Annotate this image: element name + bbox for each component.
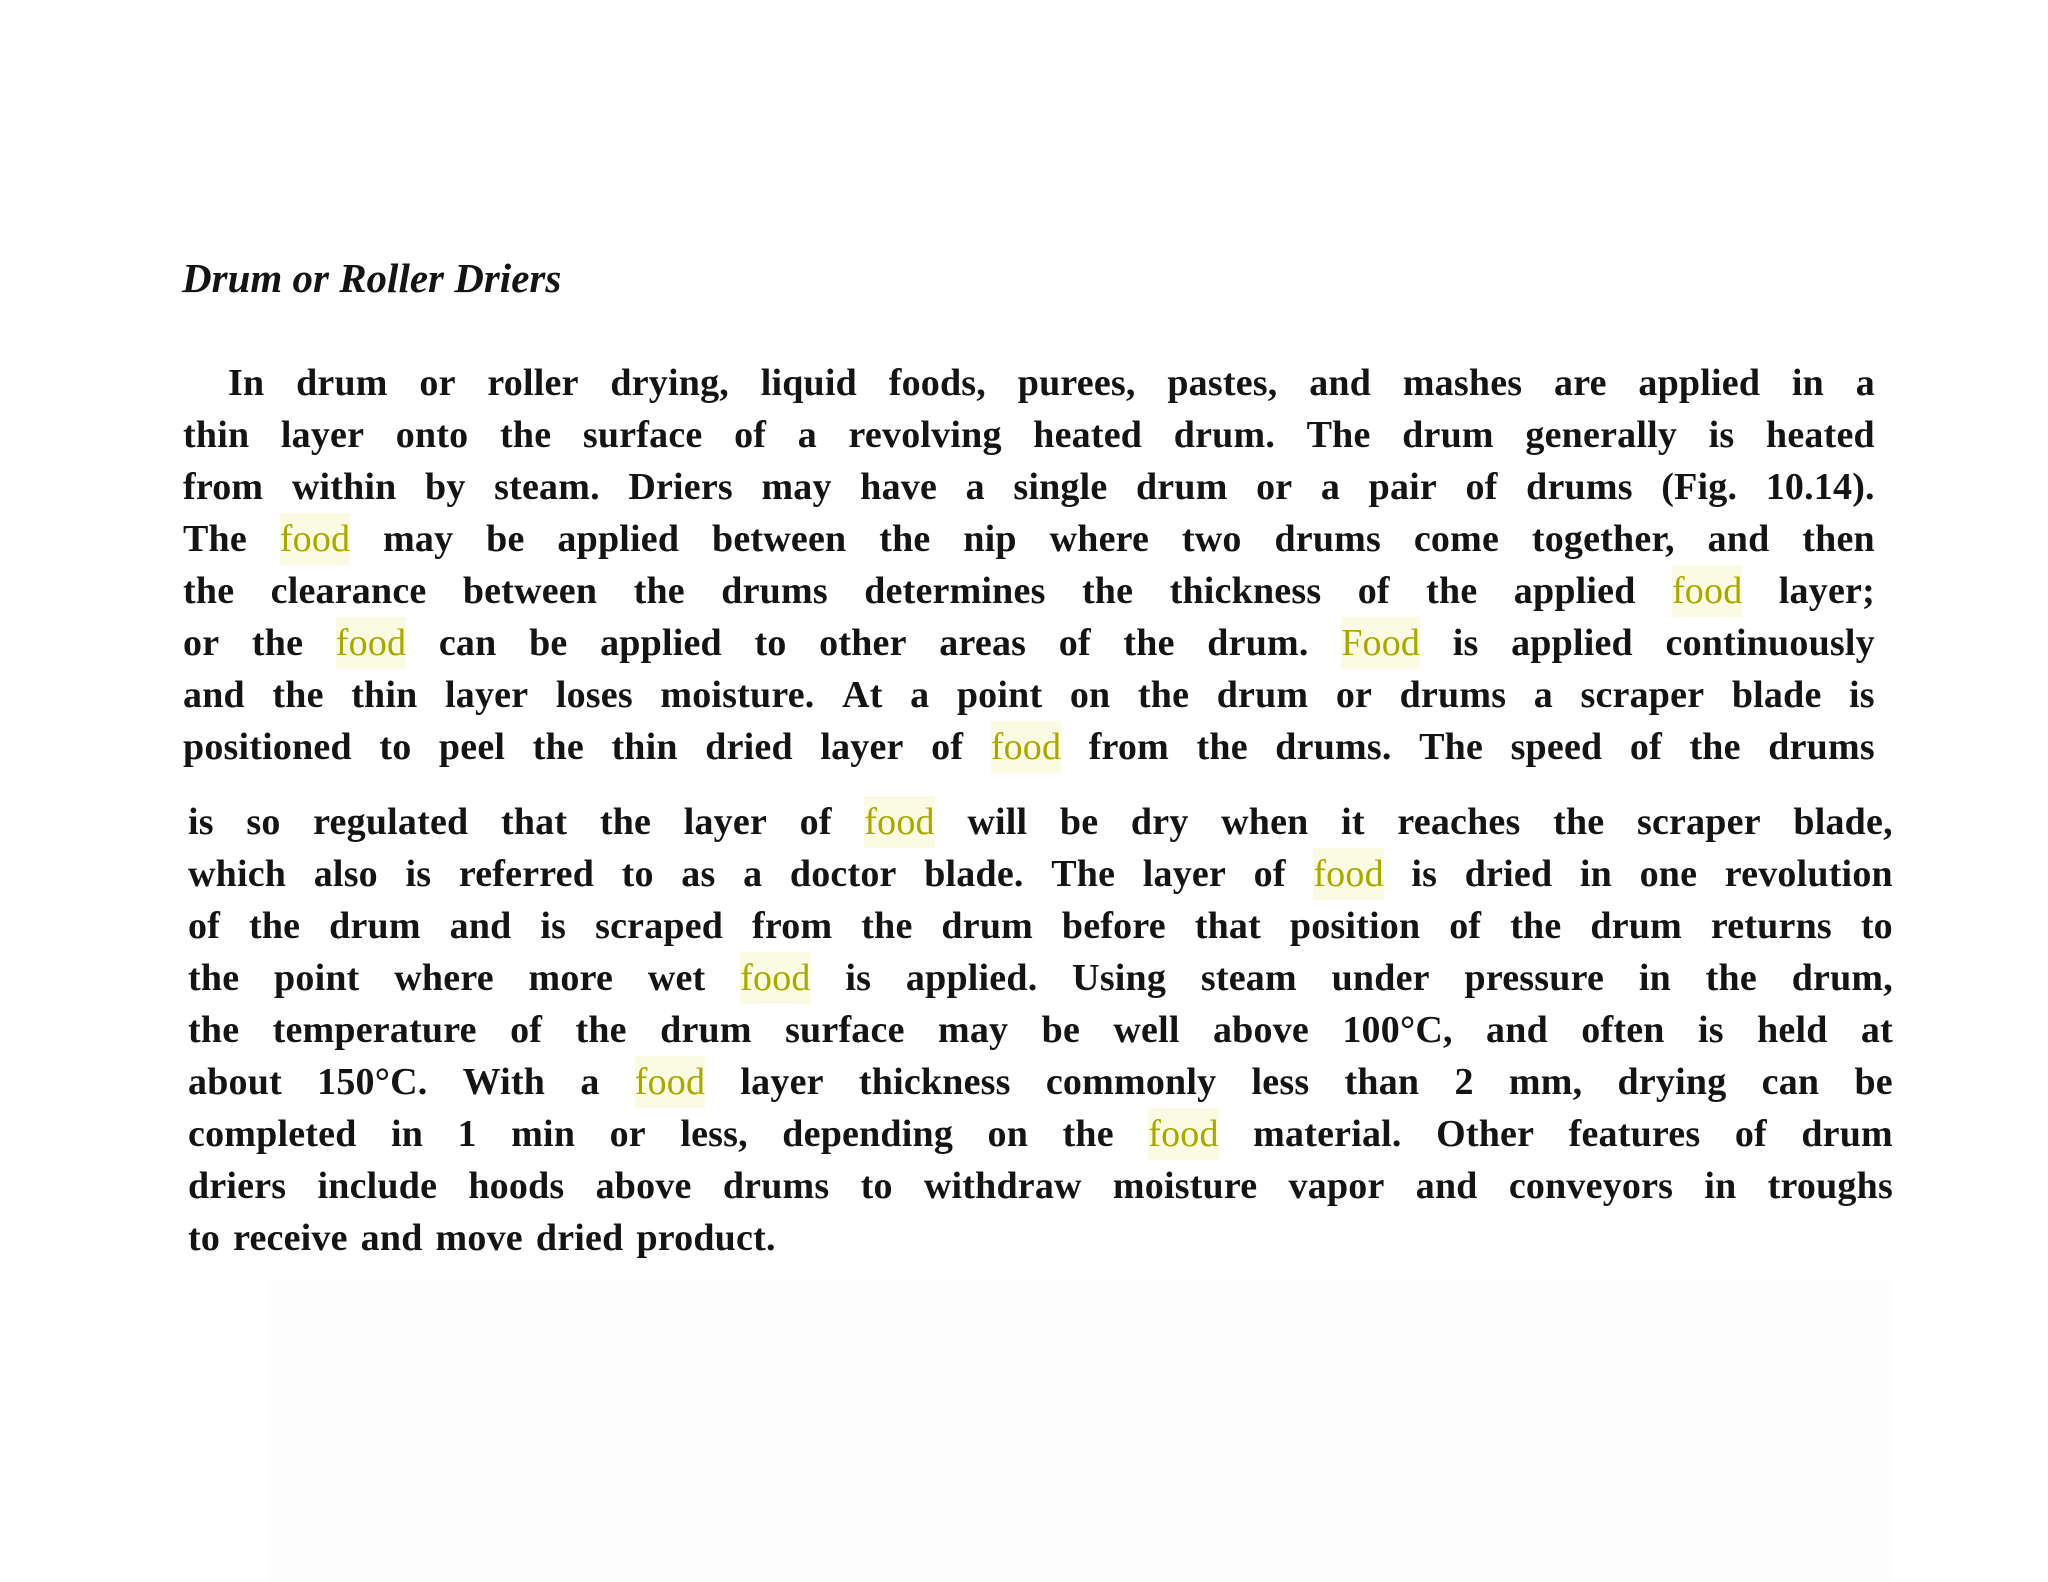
word: more <box>528 957 614 999</box>
word: is <box>1697 1009 1724 1051</box>
word: onto <box>395 414 469 456</box>
word: revolving <box>848 414 1002 456</box>
word: the <box>500 414 552 456</box>
word: include <box>317 1165 438 1207</box>
word: in <box>391 1113 424 1155</box>
word: also <box>313 853 378 895</box>
word: be <box>1041 1009 1081 1051</box>
word: so <box>246 801 281 843</box>
word: drum <box>329 905 421 947</box>
word: The <box>183 518 247 560</box>
text-line-last <box>188 1212 1893 1264</box>
word: where <box>394 957 494 999</box>
word: 2 <box>1454 1061 1474 1103</box>
text-line <box>183 461 1875 513</box>
word: a <box>580 1061 600 1103</box>
word: dry <box>1130 801 1189 843</box>
word: drums <box>1768 726 1875 768</box>
word: clearance <box>270 570 427 612</box>
word: before <box>1061 905 1166 947</box>
word: thickness <box>1169 570 1322 612</box>
word: the <box>599 801 652 843</box>
word: thin <box>611 726 678 768</box>
word: come <box>1413 518 1500 560</box>
word: within <box>291 466 397 508</box>
text-line <box>183 565 1875 617</box>
word: less, <box>680 1113 748 1155</box>
word: drums <box>1274 518 1382 560</box>
word: hoods <box>468 1165 565 1207</box>
word: be <box>1854 1061 1893 1103</box>
word: 150°C. <box>317 1061 428 1103</box>
word: reaches <box>1397 801 1521 843</box>
word: driers <box>188 1165 287 1207</box>
word: moisture <box>1112 1165 1258 1207</box>
word: drum <box>1135 466 1228 508</box>
word: often <box>1581 1009 1665 1051</box>
word: of <box>734 414 767 456</box>
word: is <box>845 957 872 999</box>
word: the <box>251 622 304 664</box>
word: may <box>761 466 832 508</box>
highlighted-word: Food <box>1341 617 1420 669</box>
word: a <box>1320 466 1341 508</box>
word: from <box>752 905 833 947</box>
word: material. <box>1253 1113 1402 1155</box>
word: vapor <box>1288 1165 1385 1207</box>
word: the <box>861 905 913 947</box>
paragraph-part-2 <box>188 796 1893 1264</box>
word: drum <box>1590 905 1682 947</box>
word: drum <box>941 905 1034 947</box>
word: Other <box>1436 1113 1535 1155</box>
word: the <box>879 518 931 560</box>
word: is <box>1411 853 1438 895</box>
word: the <box>1705 957 1757 999</box>
highlighted-word: food <box>635 1056 705 1108</box>
word: drums <box>1526 466 1633 508</box>
word: above <box>595 1165 692 1207</box>
word: product. <box>636 1217 776 1259</box>
word: conveyors <box>1508 1165 1674 1207</box>
word: applied. <box>905 957 1038 999</box>
word: of <box>1357 570 1390 612</box>
word: roller <box>487 362 579 404</box>
word: continuously <box>1665 622 1875 664</box>
word: to <box>379 726 412 768</box>
word: revolution <box>1724 853 1893 895</box>
word: the <box>1510 905 1562 947</box>
word: a <box>910 674 930 716</box>
word: or <box>609 1113 646 1155</box>
word: Using <box>1072 957 1167 999</box>
word: point <box>956 674 1043 716</box>
word: At <box>842 674 883 716</box>
word: the <box>1123 622 1175 664</box>
word: nip <box>963 518 1017 560</box>
word: point <box>274 957 360 999</box>
word: is <box>188 801 214 843</box>
text-line <box>188 900 1893 952</box>
word: in <box>1791 362 1825 404</box>
word: above <box>1212 1009 1309 1051</box>
word: of <box>188 905 221 947</box>
text-line <box>188 952 1893 1004</box>
word: drum <box>1801 1113 1893 1155</box>
word: loses <box>555 674 633 716</box>
word: applied <box>557 518 680 560</box>
word: features <box>1568 1113 1701 1155</box>
word: drum <box>660 1009 752 1051</box>
word: min <box>511 1113 576 1155</box>
word: single <box>1013 466 1108 508</box>
word: temperature <box>272 1009 477 1051</box>
word: about <box>188 1061 282 1103</box>
word: a <box>743 853 763 895</box>
word: other <box>819 622 907 664</box>
text-line <box>188 1004 1893 1056</box>
word: on <box>987 1113 1029 1155</box>
word: is <box>1849 674 1875 716</box>
word: layer <box>683 801 768 843</box>
word: mm, <box>1508 1061 1583 1103</box>
word: be <box>529 622 568 664</box>
word: the <box>248 905 301 947</box>
word: the <box>1062 1113 1114 1155</box>
word: between <box>712 518 847 560</box>
word: position <box>1289 905 1421 947</box>
text-line <box>188 848 1893 900</box>
word: layer <box>280 414 365 456</box>
word: The <box>1419 726 1484 768</box>
highlighted-word: food <box>740 952 810 1004</box>
word: generally <box>1525 414 1678 456</box>
word: the <box>1137 674 1190 716</box>
word: In <box>228 362 265 404</box>
word: have <box>860 466 938 508</box>
word: surface <box>582 414 703 456</box>
text-line <box>183 617 1875 669</box>
word: of <box>1734 1113 1767 1155</box>
word: of <box>510 1009 543 1051</box>
text-line <box>183 513 1875 565</box>
highlighted-word: food <box>280 513 350 565</box>
word: applied <box>600 622 722 664</box>
word: where <box>1049 518 1150 560</box>
word: layer <box>740 1061 824 1103</box>
word: completed <box>188 1113 357 1155</box>
word: from <box>1088 726 1169 768</box>
word: and <box>360 1217 423 1259</box>
text-line <box>183 669 1875 721</box>
word: a <box>1855 362 1875 404</box>
word: thin <box>183 414 250 456</box>
word: drum. <box>1173 414 1276 456</box>
word: 1 <box>457 1113 477 1155</box>
word: of <box>1058 622 1091 664</box>
word: scraper <box>1580 674 1705 716</box>
word: by <box>425 466 466 508</box>
word: then <box>1802 518 1875 560</box>
word: it <box>1341 801 1365 843</box>
text-line <box>188 1108 1893 1160</box>
word: the <box>1196 726 1248 768</box>
word: less <box>1251 1061 1310 1103</box>
word: the <box>1426 570 1478 612</box>
word: and <box>1415 1165 1478 1207</box>
word: will <box>967 801 1028 843</box>
word: of <box>1629 726 1662 768</box>
word: from <box>183 466 264 508</box>
word: be <box>486 518 525 560</box>
word: and <box>1486 1009 1548 1051</box>
word: the <box>1689 726 1741 768</box>
word: can <box>438 622 497 664</box>
word: With <box>462 1061 546 1103</box>
word: determines <box>864 570 1046 612</box>
word: or <box>183 622 220 664</box>
word: to <box>754 622 787 664</box>
word: or <box>419 362 456 404</box>
word: of <box>1449 905 1482 947</box>
word: troughs <box>1767 1165 1893 1207</box>
word: thin <box>351 674 418 716</box>
word: drum, <box>1791 957 1893 999</box>
word: drums <box>721 570 828 612</box>
word: wet <box>647 957 706 999</box>
word: positioned <box>183 726 352 768</box>
word: 10.14). <box>1765 466 1875 508</box>
word: dried <box>535 1217 624 1259</box>
word: the <box>272 674 324 716</box>
highlighted-word: food <box>991 721 1061 773</box>
word: drum <box>1402 414 1494 456</box>
word: blade <box>1731 674 1822 716</box>
word: two <box>1181 518 1242 560</box>
word: a <box>965 466 985 508</box>
word: under <box>1331 957 1430 999</box>
word: in <box>1704 1165 1737 1207</box>
word: is <box>1708 414 1735 456</box>
word: the <box>1553 801 1605 843</box>
word: (Fig. <box>1661 466 1738 508</box>
word: dried <box>1464 853 1553 895</box>
word: and <box>1309 362 1372 404</box>
word: steam <box>1200 957 1297 999</box>
word: surface <box>785 1009 905 1051</box>
word: layer <box>820 726 904 768</box>
word: moisture. <box>660 674 815 716</box>
word: The <box>1051 853 1116 895</box>
word: heated <box>1766 414 1875 456</box>
word: held <box>1757 1009 1828 1051</box>
word: is <box>405 853 432 895</box>
word: scraped <box>595 905 724 947</box>
word: heated <box>1033 414 1143 456</box>
highlighted-word: food <box>336 617 406 669</box>
word: well <box>1113 1009 1180 1051</box>
word: than <box>1344 1061 1420 1103</box>
text-line <box>188 1056 1893 1108</box>
word: may <box>938 1009 1009 1051</box>
word: applied <box>1638 362 1761 404</box>
word: of <box>799 801 832 843</box>
word: that <box>1194 905 1261 947</box>
word: dried <box>705 726 793 768</box>
word: returns <box>1710 905 1832 947</box>
word: layer; <box>1778 570 1875 612</box>
word: move <box>435 1217 523 1259</box>
word: regulated <box>313 801 469 843</box>
word: drying <box>1617 1061 1727 1103</box>
word: drums. <box>1275 726 1392 768</box>
word: doctor <box>789 853 897 895</box>
word: drums <box>1399 674 1507 716</box>
word: drums <box>722 1165 830 1207</box>
word: purees, <box>1017 362 1136 404</box>
word: layer <box>445 674 529 716</box>
word: the <box>183 570 235 612</box>
word: the <box>633 570 685 612</box>
word: be <box>1059 801 1099 843</box>
word: a <box>797 414 817 456</box>
section-heading: Drum or Roller Driers <box>182 255 562 301</box>
word: withdraw <box>923 1165 1082 1207</box>
word: to <box>1860 905 1893 947</box>
word: is <box>1452 622 1479 664</box>
word: drum <box>1216 674 1309 716</box>
word: liquid <box>760 362 857 404</box>
word: scraper <box>1636 801 1761 843</box>
word: blade, <box>1793 801 1893 843</box>
word: as <box>681 853 716 895</box>
word: and <box>183 674 245 716</box>
word: referred <box>458 853 595 895</box>
word: between <box>462 570 598 612</box>
word: the <box>1081 570 1134 612</box>
word: applied <box>1511 622 1633 664</box>
highlighted-word: food <box>864 796 934 848</box>
word: or <box>1335 674 1373 716</box>
word: of <box>931 726 964 768</box>
word: Driers <box>628 466 733 508</box>
word: which <box>188 853 287 895</box>
text-line <box>183 357 1875 409</box>
word: the <box>188 1009 240 1051</box>
word: pressure <box>1464 957 1605 999</box>
word: thickness <box>858 1061 1011 1103</box>
word: steam. <box>494 466 600 508</box>
word: on <box>1069 674 1111 716</box>
word: and <box>449 905 512 947</box>
word: in <box>1579 853 1612 895</box>
highlighted-word: food <box>1313 848 1383 900</box>
word: the <box>188 957 240 999</box>
highlighted-word: food <box>1672 565 1742 617</box>
word: together, <box>1531 518 1675 560</box>
word: speed <box>1510 726 1603 768</box>
word: to <box>188 1217 221 1259</box>
word: the <box>532 726 584 768</box>
word: receive <box>233 1217 348 1259</box>
paragraph-part-1 <box>183 357 1875 773</box>
word: peel <box>438 726 506 768</box>
word: drum <box>296 362 388 404</box>
word: one <box>1639 853 1698 895</box>
word: depending <box>782 1113 954 1155</box>
text-line <box>188 1160 1893 1212</box>
word: that <box>500 801 568 843</box>
word: The <box>1306 414 1371 456</box>
word: the <box>575 1009 627 1051</box>
word: 100°C, <box>1342 1009 1453 1051</box>
word: to <box>860 1165 893 1207</box>
word: or <box>1256 466 1293 508</box>
word: to <box>621 853 654 895</box>
word: at <box>1860 1009 1893 1051</box>
word: mashes <box>1402 362 1523 404</box>
word: can <box>1761 1061 1820 1103</box>
word: drum. <box>1207 622 1309 664</box>
word: pair <box>1368 466 1437 508</box>
word: in <box>1638 957 1671 999</box>
word: of <box>1465 466 1498 508</box>
word: pastes, <box>1167 362 1278 404</box>
text-line <box>183 721 1875 773</box>
word: applied <box>1513 570 1636 612</box>
word: foods, <box>888 362 986 404</box>
word: drying, <box>610 362 729 404</box>
word: of <box>1253 853 1286 895</box>
word: layer <box>1142 853 1227 895</box>
word: commonly <box>1045 1061 1217 1103</box>
word: areas <box>939 622 1027 664</box>
scan-background-shade <box>270 1280 1890 1582</box>
word: when <box>1221 801 1309 843</box>
word: are <box>1554 362 1607 404</box>
highlighted-word: food <box>1148 1108 1218 1160</box>
word: may <box>383 518 454 560</box>
word: and <box>1707 518 1770 560</box>
word: a <box>1533 674 1553 716</box>
word: is <box>540 905 567 947</box>
word: blade. <box>924 853 1024 895</box>
text-line <box>183 409 1875 461</box>
text-line <box>188 796 1893 848</box>
